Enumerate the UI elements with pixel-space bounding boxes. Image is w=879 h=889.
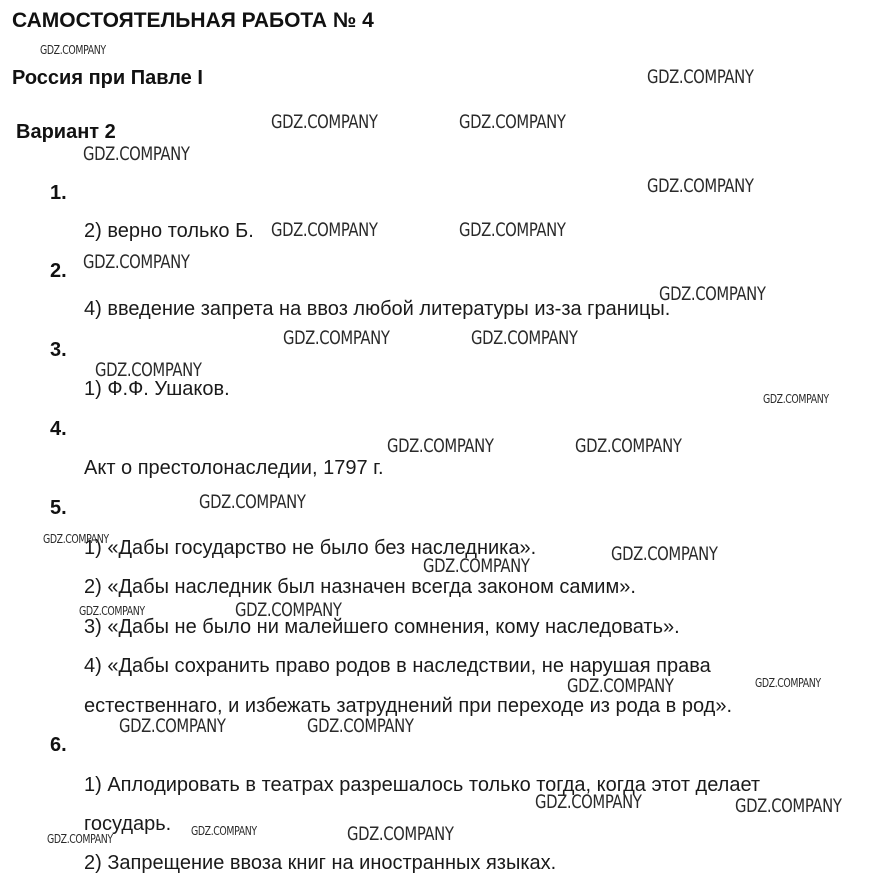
watermark: GDZ.COMPANY	[271, 219, 378, 241]
question-number-2: 2.	[50, 260, 67, 282]
answer-5-line-1: 1) «Дабы государство не было без наследника».	[84, 537, 537, 559]
question-number-4: 4.	[50, 418, 67, 440]
answer-5-line-4: 4) «Дабы сохранить право родов в наследствии, не нарушая права	[84, 655, 711, 677]
watermark: GDZ.COMPANY	[611, 543, 718, 565]
watermark: GDZ.COMPANY	[459, 219, 566, 241]
watermark: GDZ.COMPANY	[95, 359, 202, 381]
answer-6-line-1: 1) Аплодировать в театрах разрешалось только тогда, когда этот делает	[84, 774, 761, 796]
watermark: GDZ.COMPANY	[647, 66, 754, 88]
watermark: GDZ.COMPANY	[283, 327, 390, 349]
answer-6-line-2: государь.	[84, 813, 172, 835]
watermark: GDZ.COMPANY	[307, 715, 414, 737]
watermark: GDZ.COMPANY	[83, 143, 190, 165]
watermark: GDZ.COMPANY	[40, 43, 106, 57]
watermark: GDZ.COMPANY	[535, 791, 642, 813]
watermark: GDZ.COMPANY	[271, 111, 378, 133]
answer-6-line-3: 2) Запрещение ввоза книг на иностранных языках.	[84, 852, 557, 874]
watermark: GDZ.COMPANY	[83, 251, 190, 273]
answer-4: Акт о престолонаследии, 1797 г.	[84, 457, 384, 479]
watermark: GDZ.COMPANY	[47, 832, 113, 846]
watermark: GDZ.COMPANY	[471, 327, 578, 349]
question-number-5: 5.	[50, 497, 67, 519]
question-number-6: 6.	[50, 734, 67, 756]
answer-1: 2) верно только Б.	[84, 220, 254, 242]
watermark: GDZ.COMPANY	[459, 111, 566, 133]
watermark: GDZ.COMPANY	[755, 676, 821, 690]
answer-2: 4) введение запрета на ввоз любой литературы из-за границы.	[84, 298, 671, 320]
watermark: GDZ.COMPANY	[647, 175, 754, 197]
watermark: GDZ.COMPANY	[575, 435, 682, 457]
watermark: GDZ.COMPANY	[79, 604, 145, 618]
answer-5-line-5: естественнаго, и избежать затруднений при переходе из рода в род».	[84, 695, 733, 717]
watermark: GDZ.COMPANY	[763, 392, 829, 406]
page-title: САМОСТОЯТЕЛЬНАЯ РАБОТА № 4	[12, 9, 374, 32]
watermark: GDZ.COMPANY	[347, 823, 454, 845]
watermark: GDZ.COMPANY	[423, 555, 530, 577]
watermark: GDZ.COMPANY	[191, 824, 257, 838]
watermark: GDZ.COMPANY	[659, 283, 766, 305]
watermark: GDZ.COMPANY	[567, 675, 674, 697]
watermark: GDZ.COMPANY	[387, 435, 494, 457]
answer-5-line-2: 2) «Дабы наследник был назначен всегда законом самим».	[84, 576, 636, 598]
question-number-3: 3.	[50, 339, 67, 361]
answer-3: 1) Ф.Ф. Ушаков.	[84, 378, 230, 400]
watermark: GDZ.COMPANY	[199, 491, 306, 513]
topic-heading: Россия при Павле I	[12, 67, 203, 89]
answer-5-line-3: 3) «Дабы не было ни малейшего сомнения, кому наследовать».	[84, 616, 680, 638]
question-number-1: 1.	[50, 182, 67, 204]
watermark: GDZ.COMPANY	[43, 532, 109, 546]
watermark: GDZ.COMPANY	[235, 599, 342, 621]
watermark: GDZ.COMPANY	[119, 715, 226, 737]
variant-heading: Вариант 2	[16, 121, 116, 143]
watermark: GDZ.COMPANY	[735, 795, 842, 817]
